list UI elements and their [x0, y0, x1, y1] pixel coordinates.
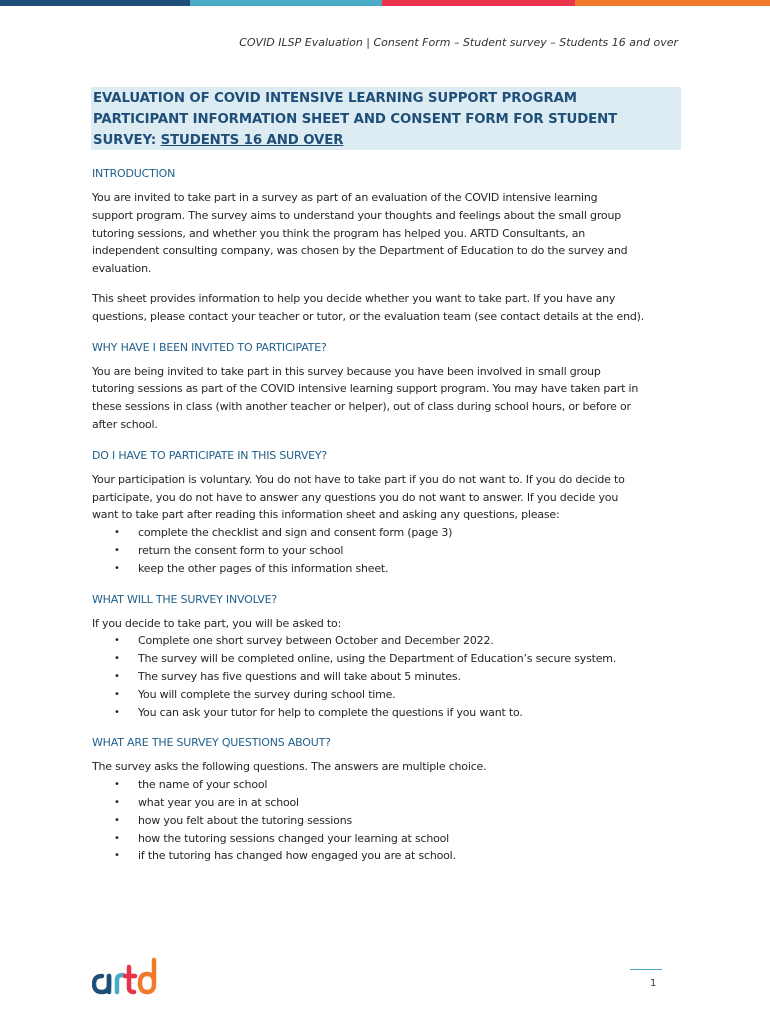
paragraph-line: You are being invited to take part in this survey because you have been involved in small group — [92, 364, 601, 378]
list-item — [92, 830, 692, 848]
list-item-text: return the consent form to your school — [138, 543, 344, 557]
bullet-glyph: • — [114, 796, 120, 808]
bullet-glyph: • — [114, 635, 120, 647]
section-heading-survey-involve: WHAT WILL THE SURVEY INVOLVE? — [92, 592, 278, 606]
list-item — [92, 632, 692, 650]
list-item — [92, 668, 692, 686]
list-item-text: The survey has five questions and will take about 5 minutes. — [138, 669, 461, 683]
page-number: 1 — [650, 978, 657, 989]
questions-lead: The survey asks the following questions. The answers are multiple choice. — [92, 760, 487, 774]
list-item-text: complete the checklist and sign and consent form (page 3) — [138, 526, 453, 540]
section-heading-introduction: INTRODUCTION — [92, 167, 176, 180]
why-paragraph — [92, 363, 692, 434]
list-item-text: how you felt about the tutoring sessions — [138, 813, 352, 827]
artd-logo — [92, 954, 172, 1004]
page-number-rule — [630, 969, 662, 970]
paragraph-line: tutoring sessions as part of the COVID intensive learning support program. You may have taken part in — [92, 382, 639, 396]
questions-bullet-list — [92, 776, 692, 865]
document-title — [91, 87, 681, 150]
title-line-3-underlined: STUDENTS 16 AND OVER — [160, 133, 344, 148]
list-item-text: You can ask your tutor for help to complete the questions if you want to. — [138, 705, 523, 719]
bullet-glyph: • — [114, 544, 120, 556]
voluntary-paragraph — [92, 471, 692, 524]
involve-bullet-list — [92, 632, 692, 721]
list-item-text: You will complete the survey during school time. — [138, 687, 396, 701]
paragraph-line: participate, you do not have to answer any questions you do not want to answer. If you decide you — [92, 490, 619, 504]
bullet-glyph: • — [114, 562, 120, 574]
paragraph-line: after school. — [92, 417, 158, 431]
bullet-glyph: • — [114, 850, 120, 862]
list-item-text: Complete one short survey between October and December 2022. — [138, 634, 494, 648]
title-line-1: EVALUATION OF COVID INTENSIVE LEARNING SUPPORT PROGRAM — [93, 91, 577, 106]
list-item — [92, 847, 692, 865]
list-item — [92, 704, 692, 722]
list-item — [92, 794, 692, 812]
list-item — [92, 812, 692, 830]
paragraph-line: evaluation. — [92, 262, 152, 276]
title-line-2: PARTICIPANT INFORMATION SHEET AND CONSENT FORM FOR STUDENT — [93, 112, 618, 127]
list-item — [92, 560, 692, 578]
bullet-glyph: • — [114, 832, 120, 844]
list-item-text: the name of your school — [138, 778, 268, 792]
bar-segment-red — [382, 0, 575, 6]
bar-segment-orange — [575, 0, 770, 6]
list-item-text: what year you are in at school — [138, 795, 299, 809]
bullet-glyph: • — [114, 814, 120, 826]
list-item — [92, 542, 692, 560]
running-header: COVID ILSP Evaluation | Consent Form – Student survey – Students 16 and over — [239, 36, 678, 49]
list-item-text: how the tutoring sessions changed your learning at school — [138, 831, 450, 845]
section-heading-why-invited: WHY HAVE I BEEN INVITED TO PARTICIPATE? — [92, 340, 327, 354]
bar-segment-navy — [0, 0, 190, 6]
paragraph-line: want to take part after reading this information sheet and asking any questions, please: — [92, 508, 560, 522]
paragraph-line: tutoring sessions, and whether you think the program has helped you. ARTD Consultants, an — [92, 226, 586, 240]
intro-paragraph-1 — [92, 189, 692, 278]
top-color-bar — [0, 0, 770, 6]
paragraph-line: independent consulting company, was chosen by the Department of Education to do the survey and — [92, 244, 628, 258]
involve-lead: If you decide to take part, you will be asked to: — [92, 616, 342, 630]
list-item-text: if the tutoring has changed how engaged you are at school. — [138, 849, 456, 863]
list-item — [92, 776, 692, 794]
bullet-glyph: • — [114, 706, 120, 718]
voluntary-bullet-list — [92, 524, 692, 577]
section-heading-survey-questions: WHAT ARE THE SURVEY QUESTIONS ABOUT? — [92, 736, 331, 750]
intro-paragraph-2 — [92, 290, 692, 326]
paragraph-line: You are invited to take part in a survey as part of an evaluation of the COVID intensive learning — [92, 191, 598, 204]
paragraph-line: questions, please contact your teacher or tutor, or the evaluation team (see contact details at the end). — [92, 309, 645, 323]
bullet-glyph: • — [114, 670, 120, 682]
list-item-text: The survey will be completed online, using the Department of Education’s secure system. — [138, 652, 617, 666]
bullet-glyph: • — [114, 688, 120, 700]
bullet-glyph: • — [114, 527, 120, 539]
bullet-glyph: • — [114, 779, 120, 791]
document-body — [92, 160, 692, 865]
title-line-3-prefix: SURVEY: — [93, 133, 161, 148]
list-item — [92, 686, 692, 704]
bullet-glyph: • — [114, 653, 120, 665]
list-item-text: keep the other pages of this information sheet. — [138, 561, 389, 575]
title-line-3 — [93, 130, 679, 151]
list-item — [92, 650, 692, 668]
paragraph-line: support program. The survey aims to understand your thoughts and feelings about the small group — [92, 208, 622, 222]
paragraph-line: This sheet provides information to help you decide whether you want to take part. If you have any — [92, 291, 616, 305]
paragraph-line: these sessions in class (with another teacher or helper), out of class during school hours, or before or — [92, 400, 631, 414]
section-heading-do-i-have-to: DO I HAVE TO PARTICIPATE IN THIS SURVEY? — [92, 448, 328, 462]
paragraph-line: Your participation is voluntary. You do not have to take part if you do not want to. If you do decide to — [92, 472, 625, 486]
list-item — [92, 524, 692, 542]
bar-segment-teal — [190, 0, 382, 6]
